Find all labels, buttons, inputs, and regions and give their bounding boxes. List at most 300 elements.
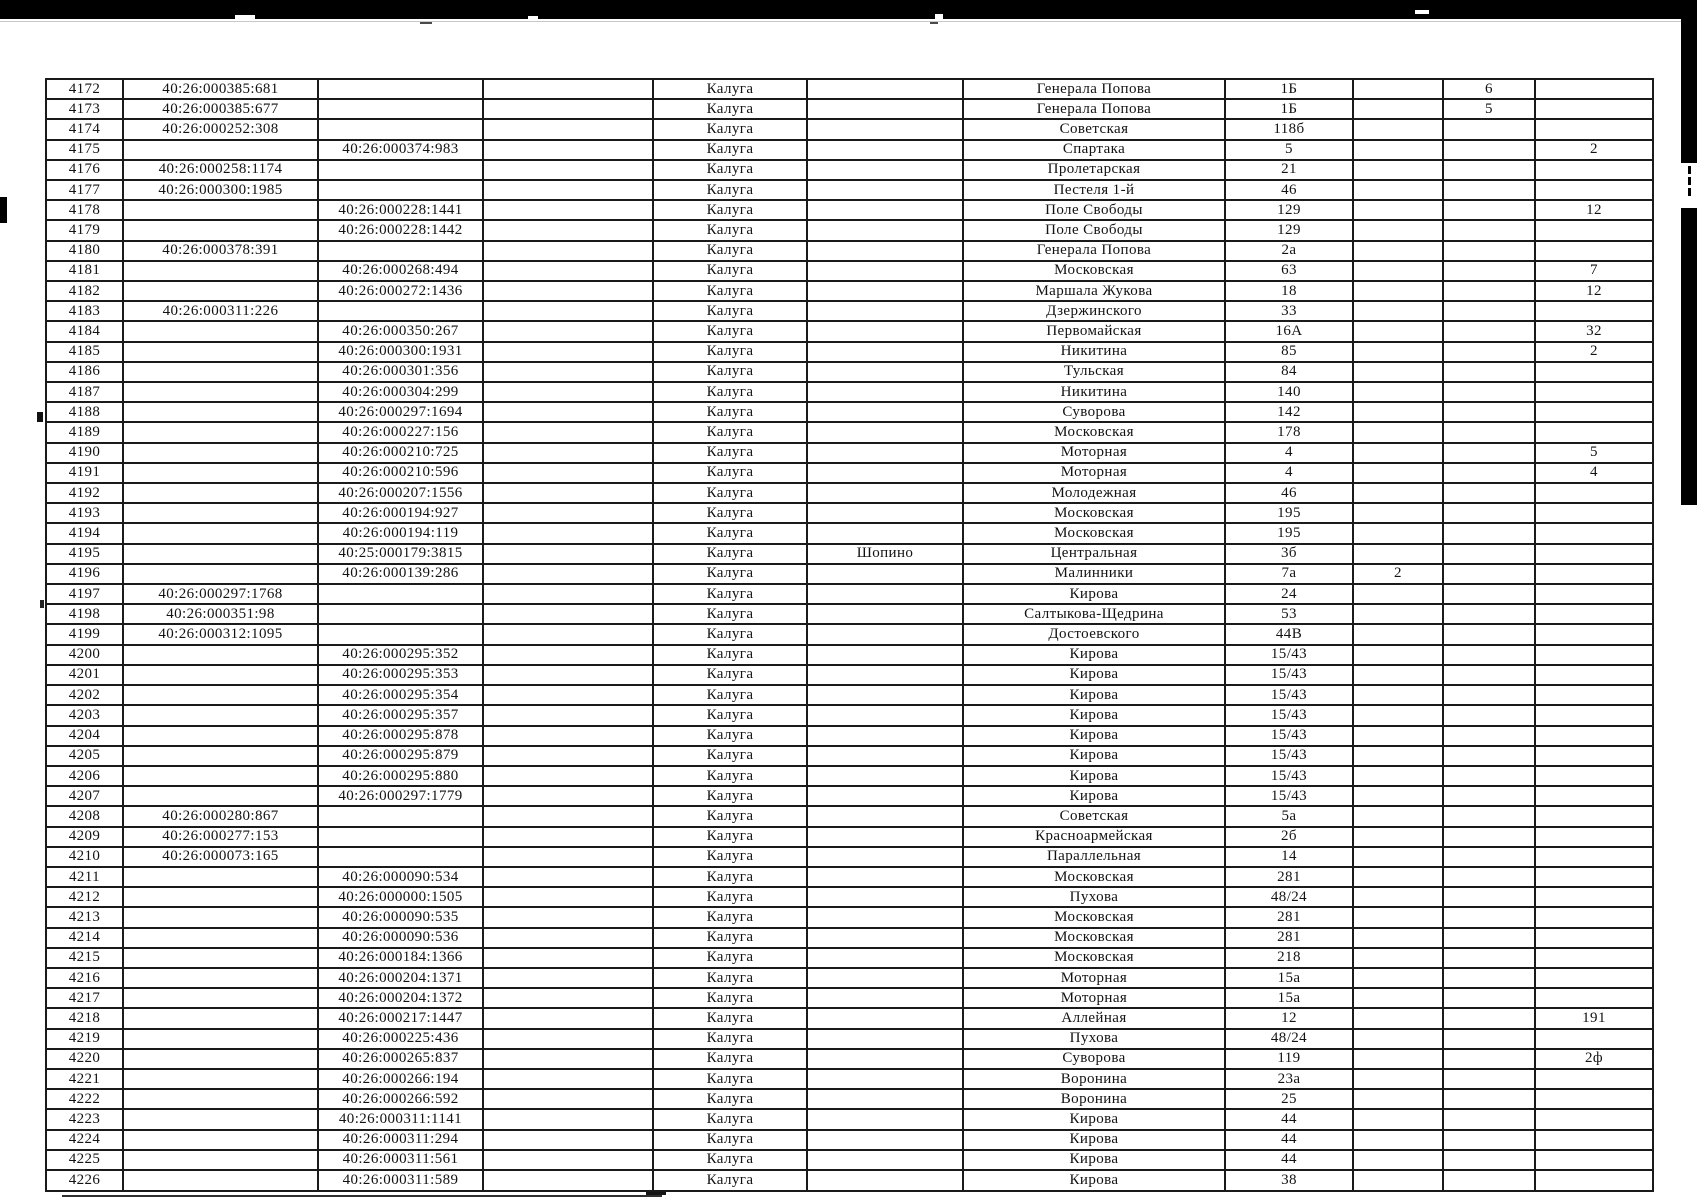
cell-cad2: 40:26:000295:880 bbox=[318, 766, 483, 786]
cell-street: Московская bbox=[963, 867, 1225, 887]
cell-v10 bbox=[1443, 928, 1535, 948]
cell-v9 bbox=[1353, 705, 1443, 725]
table-row bbox=[46, 503, 1653, 523]
cell-v9 bbox=[1353, 1089, 1443, 1109]
cell-v11 bbox=[1535, 119, 1653, 139]
cell-cad2: 40:26:000295:879 bbox=[318, 746, 483, 766]
cell-v9 bbox=[1353, 443, 1443, 463]
cell-settlement bbox=[807, 382, 963, 402]
cell-house: 281 bbox=[1225, 928, 1353, 948]
cell-cad2: 40:26:000266:194 bbox=[318, 1069, 483, 1089]
cell-num: 4212 bbox=[46, 887, 123, 907]
cell-v10 bbox=[1443, 746, 1535, 766]
cell-cad1 bbox=[123, 867, 318, 887]
cell-street: Первомайская bbox=[963, 321, 1225, 341]
cell-city: Калуга bbox=[653, 261, 807, 281]
cell-v11: 5 bbox=[1535, 443, 1653, 463]
cell-cad2: 40:26:000000:1505 bbox=[318, 887, 483, 907]
cell-num: 4210 bbox=[46, 847, 123, 867]
cell-settlement bbox=[807, 422, 963, 442]
cell-city: Калуга bbox=[653, 241, 807, 261]
table-row bbox=[46, 827, 1653, 847]
cell-settlement bbox=[807, 988, 963, 1008]
cell-street: Советская bbox=[963, 119, 1225, 139]
cell-city: Калуга bbox=[653, 301, 807, 321]
cell-v9 bbox=[1353, 907, 1443, 927]
cell-settlement bbox=[807, 1069, 963, 1089]
table-row bbox=[46, 1109, 1653, 1129]
cell-num: 4197 bbox=[46, 584, 123, 604]
cell-v10: 6 bbox=[1443, 79, 1535, 99]
cell-cad1 bbox=[123, 1130, 318, 1150]
cell-settlement bbox=[807, 1008, 963, 1028]
scan-edge-top bbox=[0, 0, 1697, 19]
cell-cad2: 40:26:000217:1447 bbox=[318, 1008, 483, 1028]
cell-v10 bbox=[1443, 827, 1535, 847]
scan-artifact-left bbox=[0, 197, 7, 223]
cell-settlement bbox=[807, 1049, 963, 1069]
cell-v11 bbox=[1535, 483, 1653, 503]
cell-cad1 bbox=[123, 665, 318, 685]
cell-cad2: 40:26:000194:927 bbox=[318, 503, 483, 523]
cell-house: 14 bbox=[1225, 847, 1353, 867]
cell-city: Калуга bbox=[653, 907, 807, 927]
cell-house: 15/43 bbox=[1225, 705, 1353, 725]
cell-v11: 2 bbox=[1535, 342, 1653, 362]
cell-num: 4194 bbox=[46, 523, 123, 543]
cell-num: 4216 bbox=[46, 968, 123, 988]
cell-cad1: 40:26:000312:1095 bbox=[123, 624, 318, 644]
cell-city: Калуга bbox=[653, 1029, 807, 1049]
cell-v10 bbox=[1443, 847, 1535, 867]
table-row bbox=[46, 746, 1653, 766]
cell-house: 15/43 bbox=[1225, 786, 1353, 806]
cell-house: 195 bbox=[1225, 503, 1353, 523]
table-row bbox=[46, 685, 1653, 705]
cell-v9 bbox=[1353, 604, 1443, 624]
cell-cad2: 40:25:000179:3815 bbox=[318, 544, 483, 564]
cell-house: 15а bbox=[1225, 968, 1353, 988]
scan-noise bbox=[235, 15, 255, 19]
cell-v9 bbox=[1353, 827, 1443, 847]
cell-city: Калуга bbox=[653, 604, 807, 624]
cell-col4 bbox=[483, 988, 653, 1008]
cell-num: 4193 bbox=[46, 503, 123, 523]
cell-v10 bbox=[1443, 483, 1535, 503]
cell-num: 4173 bbox=[46, 99, 123, 119]
cell-settlement bbox=[807, 948, 963, 968]
table-row bbox=[46, 806, 1653, 826]
cell-v9 bbox=[1353, 806, 1443, 826]
cell-cad2: 40:26:000204:1372 bbox=[318, 988, 483, 1008]
cell-cad1 bbox=[123, 443, 318, 463]
cell-house: 48/24 bbox=[1225, 887, 1353, 907]
cell-v11 bbox=[1535, 806, 1653, 826]
cell-city: Калуга bbox=[653, 685, 807, 705]
cell-v10 bbox=[1443, 1089, 1535, 1109]
cell-cad1: 40:26:000280:867 bbox=[123, 806, 318, 826]
cell-v9 bbox=[1353, 988, 1443, 1008]
cell-num: 4187 bbox=[46, 382, 123, 402]
cell-cad1 bbox=[123, 140, 318, 160]
cell-cad1 bbox=[123, 261, 318, 281]
cell-city: Калуга bbox=[653, 1008, 807, 1028]
cell-street: Поле Свободы bbox=[963, 200, 1225, 220]
cell-v10 bbox=[1443, 301, 1535, 321]
cell-cad1 bbox=[123, 483, 318, 503]
cell-col4 bbox=[483, 624, 653, 644]
table-row bbox=[46, 342, 1653, 362]
cell-settlement bbox=[807, 160, 963, 180]
cell-street: Кирова bbox=[963, 645, 1225, 665]
cell-num: 4222 bbox=[46, 1089, 123, 1109]
cell-street: Кирова bbox=[963, 1130, 1225, 1150]
cell-settlement bbox=[807, 281, 963, 301]
cell-v10 bbox=[1443, 241, 1535, 261]
cell-col4 bbox=[483, 665, 653, 685]
cell-settlement bbox=[807, 402, 963, 422]
cell-street: Моторная bbox=[963, 968, 1225, 988]
cell-v11 bbox=[1535, 503, 1653, 523]
cell-v9 bbox=[1353, 180, 1443, 200]
cell-house: 5 bbox=[1225, 140, 1353, 160]
cell-settlement bbox=[807, 523, 963, 543]
cell-cad2 bbox=[318, 99, 483, 119]
cell-city: Калуга bbox=[653, 200, 807, 220]
cell-street: Аллейная bbox=[963, 1008, 1225, 1028]
table-row bbox=[46, 99, 1653, 119]
cell-v9 bbox=[1353, 847, 1443, 867]
cell-settlement bbox=[807, 180, 963, 200]
cell-street: Пролетарская bbox=[963, 160, 1225, 180]
cell-col4 bbox=[483, 79, 653, 99]
cell-settlement bbox=[807, 907, 963, 927]
table-row bbox=[46, 604, 1653, 624]
cell-city: Калуга bbox=[653, 806, 807, 826]
cell-street: Кирова bbox=[963, 584, 1225, 604]
cell-house: 281 bbox=[1225, 907, 1353, 927]
cell-settlement bbox=[807, 321, 963, 341]
cell-house: 1Б bbox=[1225, 79, 1353, 99]
cell-col4 bbox=[483, 119, 653, 139]
scan-noise bbox=[528, 16, 538, 19]
cell-settlement bbox=[807, 119, 963, 139]
scan-hairline bbox=[0, 21, 1697, 22]
cell-v9 bbox=[1353, 463, 1443, 483]
cell-house: 15/43 bbox=[1225, 645, 1353, 665]
cell-col4 bbox=[483, 1089, 653, 1109]
cell-num: 4181 bbox=[46, 261, 123, 281]
table-row bbox=[46, 988, 1653, 1008]
cell-v11 bbox=[1535, 786, 1653, 806]
cell-city: Калуга bbox=[653, 483, 807, 503]
cell-cad1 bbox=[123, 1029, 318, 1049]
cell-v10 bbox=[1443, 564, 1535, 584]
cell-street: Спартака bbox=[963, 140, 1225, 160]
cell-city: Калуга bbox=[653, 705, 807, 725]
cell-v10 bbox=[1443, 119, 1535, 139]
cell-house: 2б bbox=[1225, 827, 1353, 847]
cell-num: 4179 bbox=[46, 220, 123, 240]
cell-col4 bbox=[483, 948, 653, 968]
cell-house: 118б bbox=[1225, 119, 1353, 139]
cell-settlement bbox=[807, 685, 963, 705]
cell-cad1 bbox=[123, 321, 318, 341]
cell-num: 4213 bbox=[46, 907, 123, 927]
cell-col4 bbox=[483, 463, 653, 483]
cell-v10 bbox=[1443, 220, 1535, 240]
cell-house: 85 bbox=[1225, 342, 1353, 362]
cell-v9 bbox=[1353, 1150, 1443, 1170]
table-row bbox=[46, 847, 1653, 867]
cell-city: Калуга bbox=[653, 463, 807, 483]
cell-house: 44 bbox=[1225, 1109, 1353, 1129]
cell-cad1: 40:26:000311:226 bbox=[123, 301, 318, 321]
cell-city: Калуга bbox=[653, 422, 807, 442]
cell-v9 bbox=[1353, 645, 1443, 665]
cell-num: 4214 bbox=[46, 928, 123, 948]
cell-house: 24 bbox=[1225, 584, 1353, 604]
scan-noise bbox=[930, 22, 938, 24]
cell-v11 bbox=[1535, 988, 1653, 1008]
cell-settlement bbox=[807, 301, 963, 321]
cell-city: Калуга bbox=[653, 119, 807, 139]
cell-cad2: 40:26:000295:878 bbox=[318, 726, 483, 746]
cell-settlement bbox=[807, 968, 963, 988]
cell-col4 bbox=[483, 928, 653, 948]
cell-num: 4186 bbox=[46, 362, 123, 382]
cell-city: Калуга bbox=[653, 220, 807, 240]
cell-house: 53 bbox=[1225, 604, 1353, 624]
cell-house: 46 bbox=[1225, 483, 1353, 503]
cell-col4 bbox=[483, 200, 653, 220]
cell-v11 bbox=[1535, 887, 1653, 907]
cell-settlement bbox=[807, 564, 963, 584]
cell-v10 bbox=[1443, 261, 1535, 281]
cell-cad1: 40:26:000378:391 bbox=[123, 241, 318, 261]
cell-cad2 bbox=[318, 806, 483, 826]
cell-city: Калуга bbox=[653, 503, 807, 523]
cell-col4 bbox=[483, 907, 653, 927]
cell-house: 48/24 bbox=[1225, 1029, 1353, 1049]
cell-cad1: 40:26:000351:98 bbox=[123, 604, 318, 624]
cell-num: 4218 bbox=[46, 1008, 123, 1028]
cell-v10 bbox=[1443, 443, 1535, 463]
cell-v11 bbox=[1535, 1109, 1653, 1129]
cell-num: 4198 bbox=[46, 604, 123, 624]
cell-col4 bbox=[483, 746, 653, 766]
table-row bbox=[46, 301, 1653, 321]
cell-v9 bbox=[1353, 685, 1443, 705]
cell-col4 bbox=[483, 1049, 653, 1069]
cell-street: Никитина bbox=[963, 342, 1225, 362]
cell-cad2: 40:26:000139:286 bbox=[318, 564, 483, 584]
cell-house: 15а bbox=[1225, 988, 1353, 1008]
cell-num: 4223 bbox=[46, 1109, 123, 1129]
cell-num: 4175 bbox=[46, 140, 123, 160]
cell-v11 bbox=[1535, 847, 1653, 867]
cell-settlement bbox=[807, 928, 963, 948]
cell-house: 142 bbox=[1225, 402, 1353, 422]
cell-v9 bbox=[1353, 119, 1443, 139]
cell-v10 bbox=[1443, 726, 1535, 746]
cell-v11 bbox=[1535, 968, 1653, 988]
cell-num: 4188 bbox=[46, 402, 123, 422]
cell-city: Калуга bbox=[653, 665, 807, 685]
cell-cad1 bbox=[123, 705, 318, 725]
cell-v10 bbox=[1443, 1049, 1535, 1069]
cell-city: Калуга bbox=[653, 584, 807, 604]
cell-settlement bbox=[807, 200, 963, 220]
cell-v10 bbox=[1443, 665, 1535, 685]
cell-city: Калуга bbox=[653, 1069, 807, 1089]
cell-v9 bbox=[1353, 968, 1443, 988]
cell-city: Калуга bbox=[653, 180, 807, 200]
cell-v10 bbox=[1443, 584, 1535, 604]
table-row bbox=[46, 119, 1653, 139]
cell-v11 bbox=[1535, 1170, 1653, 1191]
cell-city: Калуга bbox=[653, 544, 807, 564]
table-row bbox=[46, 79, 1653, 99]
cell-settlement bbox=[807, 887, 963, 907]
cell-num: 4201 bbox=[46, 665, 123, 685]
cell-v9 bbox=[1353, 766, 1443, 786]
cell-v10 bbox=[1443, 645, 1535, 665]
cell-cad1 bbox=[123, 220, 318, 240]
cell-settlement bbox=[807, 443, 963, 463]
cell-v9 bbox=[1353, 1029, 1443, 1049]
cell-num: 4191 bbox=[46, 463, 123, 483]
cell-cad1 bbox=[123, 1170, 318, 1191]
cell-v9 bbox=[1353, 160, 1443, 180]
cell-v10 bbox=[1443, 463, 1535, 483]
cell-v9 bbox=[1353, 928, 1443, 948]
cell-cad1 bbox=[123, 645, 318, 665]
cell-v11 bbox=[1535, 544, 1653, 564]
cell-v10 bbox=[1443, 624, 1535, 644]
cell-settlement bbox=[807, 79, 963, 99]
cell-col4 bbox=[483, 160, 653, 180]
table-row bbox=[46, 200, 1653, 220]
cell-city: Калуга bbox=[653, 726, 807, 746]
cell-col4 bbox=[483, 362, 653, 382]
cadastral-table bbox=[45, 78, 1654, 1192]
cell-cad1 bbox=[123, 564, 318, 584]
cell-v10 bbox=[1443, 907, 1535, 927]
cell-v11 bbox=[1535, 1150, 1653, 1170]
cell-street: Пухова bbox=[963, 887, 1225, 907]
cell-settlement bbox=[807, 99, 963, 119]
cell-cad1 bbox=[123, 685, 318, 705]
cell-v9 bbox=[1353, 523, 1443, 543]
cell-col4 bbox=[483, 523, 653, 543]
cell-city: Калуга bbox=[653, 928, 807, 948]
cell-v11 bbox=[1535, 766, 1653, 786]
cell-v11 bbox=[1535, 362, 1653, 382]
table-row bbox=[46, 564, 1653, 584]
cell-v11: 2 bbox=[1535, 140, 1653, 160]
cell-v9 bbox=[1353, 402, 1443, 422]
cell-v11 bbox=[1535, 79, 1653, 99]
cell-cad2: 40:26:000295:353 bbox=[318, 665, 483, 685]
table-row bbox=[46, 422, 1653, 442]
cell-house: 4 bbox=[1225, 463, 1353, 483]
cell-v11 bbox=[1535, 180, 1653, 200]
table-row bbox=[46, 907, 1653, 927]
cell-street: Кирова bbox=[963, 1150, 1225, 1170]
cell-v10 bbox=[1443, 200, 1535, 220]
cell-col4 bbox=[483, 604, 653, 624]
cell-city: Калуга bbox=[653, 321, 807, 341]
cell-street: Пухова bbox=[963, 1029, 1225, 1049]
cell-cad2: 40:26:000210:596 bbox=[318, 463, 483, 483]
cell-v11 bbox=[1535, 705, 1653, 725]
cell-house: 281 bbox=[1225, 867, 1353, 887]
cell-col4 bbox=[483, 1008, 653, 1028]
cell-v10 bbox=[1443, 422, 1535, 442]
cell-num: 4217 bbox=[46, 988, 123, 1008]
cell-v10 bbox=[1443, 1109, 1535, 1129]
cell-v11 bbox=[1535, 1089, 1653, 1109]
scan-noise bbox=[1415, 10, 1429, 14]
cell-num: 4224 bbox=[46, 1130, 123, 1150]
cell-city: Калуга bbox=[653, 988, 807, 1008]
cell-num: 4183 bbox=[46, 301, 123, 321]
cell-v9 bbox=[1353, 624, 1443, 644]
cell-settlement bbox=[807, 624, 963, 644]
cell-cad1 bbox=[123, 988, 318, 1008]
cell-v9 bbox=[1353, 140, 1443, 160]
cell-house: 195 bbox=[1225, 523, 1353, 543]
table-row bbox=[46, 705, 1653, 725]
cell-col4 bbox=[483, 1130, 653, 1150]
cell-cad1: 40:26:000385:677 bbox=[123, 99, 318, 119]
cell-num: 4180 bbox=[46, 241, 123, 261]
cell-house: 218 bbox=[1225, 948, 1353, 968]
cell-cad2: 40:26:000204:1371 bbox=[318, 968, 483, 988]
cell-house: 23а bbox=[1225, 1069, 1353, 1089]
cell-v11 bbox=[1535, 523, 1653, 543]
cell-settlement bbox=[807, 1109, 963, 1129]
cell-v11 bbox=[1535, 928, 1653, 948]
cell-cad1 bbox=[123, 766, 318, 786]
cell-v11 bbox=[1535, 564, 1653, 584]
cell-num: 4205 bbox=[46, 746, 123, 766]
cell-street: Маршала Жукова bbox=[963, 281, 1225, 301]
cell-street: Московская bbox=[963, 261, 1225, 281]
cell-v9 bbox=[1353, 281, 1443, 301]
cell-col4 bbox=[483, 584, 653, 604]
cell-settlement bbox=[807, 1029, 963, 1049]
cell-num: 4195 bbox=[46, 544, 123, 564]
cell-city: Калуга bbox=[653, 968, 807, 988]
cell-v11 bbox=[1535, 402, 1653, 422]
cell-cad2: 40:26:000311:561 bbox=[318, 1150, 483, 1170]
cell-col4 bbox=[483, 301, 653, 321]
cell-house: 7а bbox=[1225, 564, 1353, 584]
cell-num: 4219 bbox=[46, 1029, 123, 1049]
cell-cad2: 40:26:000228:1442 bbox=[318, 220, 483, 240]
cell-v9 bbox=[1353, 321, 1443, 341]
cell-col4 bbox=[483, 261, 653, 281]
cell-street: Малинники bbox=[963, 564, 1225, 584]
cell-v10 bbox=[1443, 786, 1535, 806]
cell-cad1 bbox=[123, 463, 318, 483]
cell-v10 bbox=[1443, 1008, 1535, 1028]
cell-num: 4199 bbox=[46, 624, 123, 644]
cell-v11 bbox=[1535, 584, 1653, 604]
cell-house: 15/43 bbox=[1225, 746, 1353, 766]
